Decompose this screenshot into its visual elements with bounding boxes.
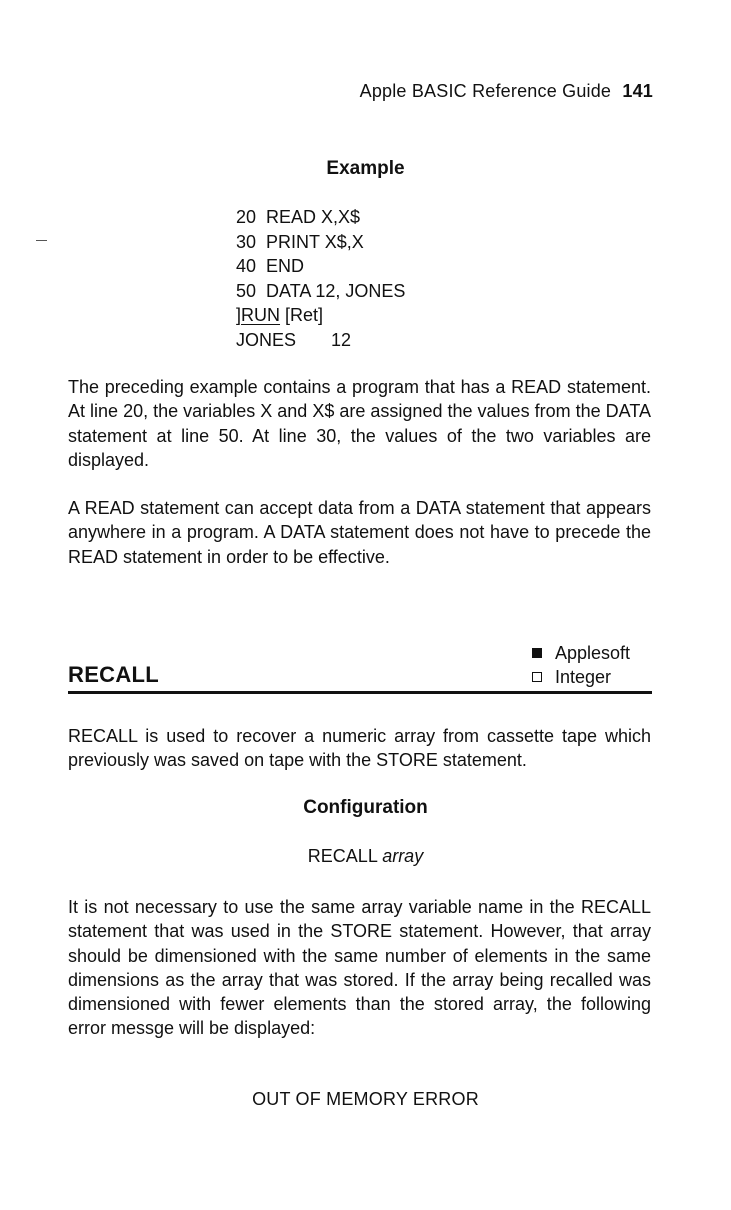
run-command-line <box>236 303 405 328</box>
scan-mark <box>36 240 47 241</box>
code-line: 40 END <box>236 256 305 276</box>
run-key: [Ret] <box>280 305 324 325</box>
language-integer <box>530 665 630 689</box>
example-code-block <box>236 205 405 352</box>
run-command: RUN <box>241 305 281 325</box>
language-availability <box>530 641 630 689</box>
paragraph-recall-description: RECALL is used to recover a numeric array from cassette tape which previously was saved on tape with the STORE statement. <box>68 726 651 771</box>
running-head <box>360 81 653 102</box>
filled-square-icon <box>532 648 542 658</box>
running-head-title: Apple BASIC Reference Guide <box>359 81 612 101</box>
language-label: Applesoft <box>555 643 631 663</box>
run-prompt: ] <box>236 305 242 325</box>
code-line: 20 READ X,X$ <box>236 207 361 227</box>
syntax-line <box>0 846 731 867</box>
example-heading: Example <box>326 158 405 179</box>
code-line: 50 DATA 12, JONES <box>236 280 406 301</box>
error-message: OUT OF MEMORY ERROR <box>252 1089 479 1109</box>
paragraph-example-explanation: The preceding example contains a program that has a READ statement. At line 20, the variables X and X$ are assigned the values from the DATA statement at line 50. At line 30, the values of the two variables are displayed. <box>68 377 651 470</box>
program-output: JONES 12 <box>236 329 352 350</box>
paragraph-recall-details: It is not necessary to use the same array variable name in the RECALL statement that was used in the STORE statement. However, that array should be dimensioned with the same number of elements in the same dimensions as the array that was stored. If the array being recalled was dimensioned with fewer elements than the stored array, the following error messge will be displayed: <box>68 897 651 1039</box>
section-title: RECALL <box>68 662 160 687</box>
language-label: Integer <box>555 667 612 687</box>
code-line: 30 PRINT X$,X <box>236 231 364 252</box>
configuration-heading: Configuration <box>303 797 428 818</box>
syntax-keyword: RECALL <box>307 846 378 866</box>
language-applesoft <box>530 641 630 665</box>
paragraph-read-data: A READ statement can accept data from a DATA statement that appears anywhere in a program. A DATA statement does not have to precede the READ statement in order to be effective. <box>68 498 651 567</box>
syntax-param: array <box>382 846 424 866</box>
section-divider <box>68 691 652 694</box>
page-number: 141 <box>622 81 653 101</box>
empty-square-icon <box>532 672 542 682</box>
